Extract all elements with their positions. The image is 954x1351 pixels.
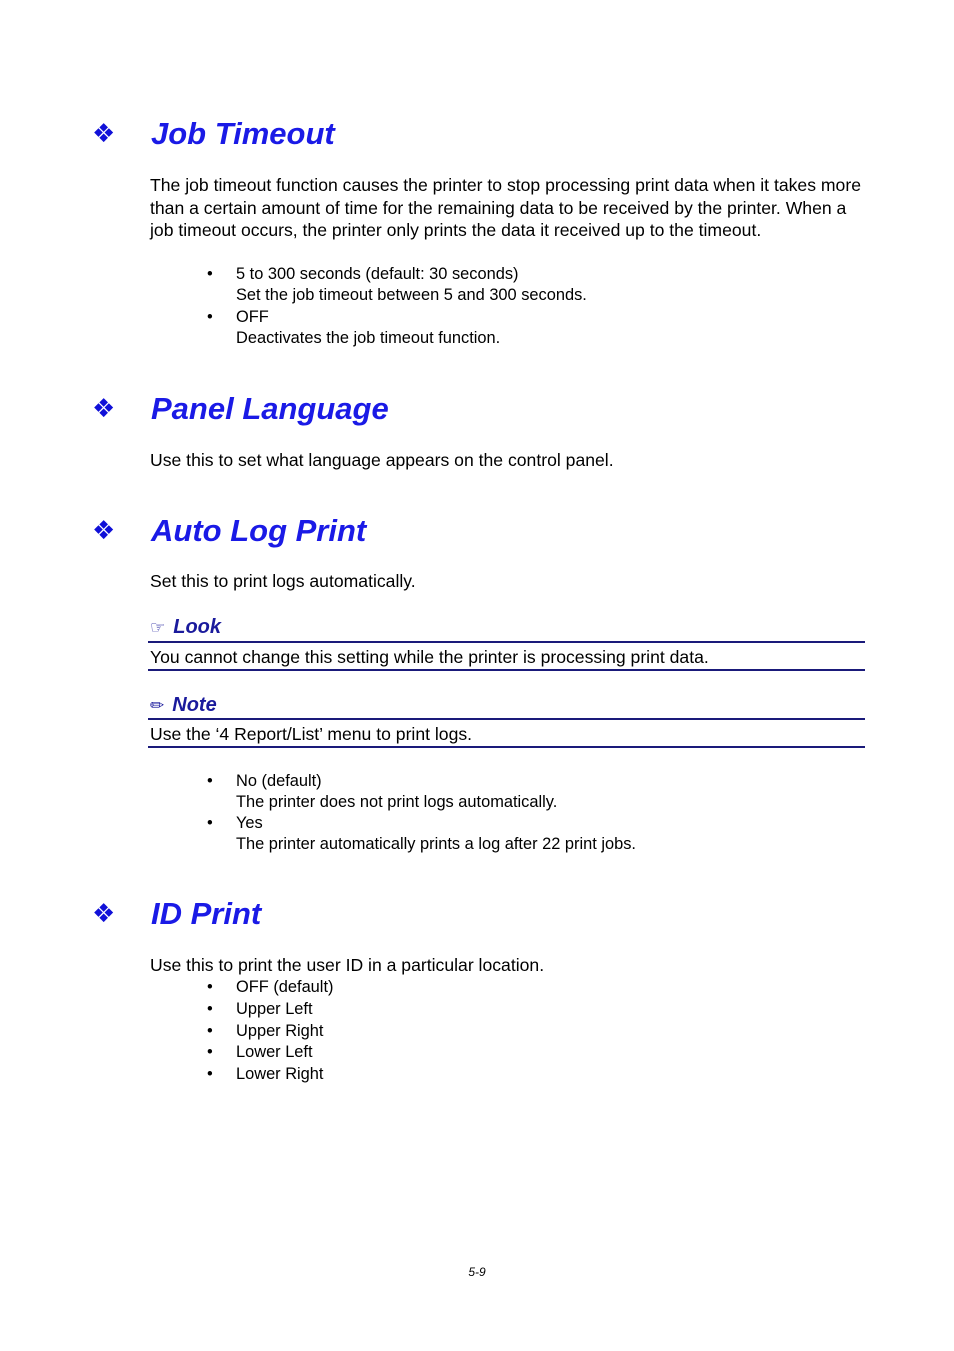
divider — [148, 746, 865, 748]
heading-id-print: ID Print — [151, 896, 262, 931]
heading-job-timeout: Job Timeout — [151, 116, 335, 151]
list-item-label: Yes — [236, 814, 263, 832]
note-callout-heading — [150, 693, 217, 718]
four-diamond-icon: ❖ — [92, 119, 116, 149]
look-title: Look — [173, 616, 222, 638]
pencil-icon: ✏ — [150, 696, 165, 716]
four-diamond-icon: ❖ — [92, 394, 116, 424]
look-text: You cannot change this setting while the printer is processing print data. — [150, 647, 709, 667]
divider — [148, 718, 865, 720]
bullet-icon: • — [207, 772, 213, 790]
four-diamond-icon: ❖ — [92, 516, 116, 546]
pointing-hand-icon: ☞ — [150, 618, 166, 638]
list-item-label: No (default) — [236, 772, 322, 790]
note-text: Use the ‘4 Report/List’ menu to print logs. — [150, 724, 473, 744]
bullet-icon: • — [207, 1065, 213, 1083]
four-diamond-icon: ❖ — [92, 899, 116, 929]
divider — [148, 669, 865, 671]
auto-log-print-paragraph: Set this to print logs automatically. — [150, 571, 416, 591]
note-title: Note — [172, 694, 217, 716]
bullet-icon: • — [207, 814, 213, 832]
list-item-label: Lower Right — [236, 1065, 324, 1083]
list-item-label: Upper Left — [236, 1000, 313, 1018]
id-print-paragraph: Use this to print the user ID in a particular location. — [150, 955, 545, 975]
page-number: 5-9 — [468, 1265, 486, 1279]
divider — [148, 641, 865, 643]
job-timeout-paragraph: The job timeout function causes the printer to stop processing print data when it takes more than a certain amount of time for the remaining data to be received by the printer. When a job timeout occurs, the printer only prints the data it received up to the timeout. — [150, 175, 861, 240]
list-item-label: Upper Right — [236, 1022, 324, 1040]
bullet-icon: • — [207, 1022, 213, 1040]
bullet-icon: • — [207, 1043, 213, 1061]
bullet-icon: • — [207, 265, 213, 283]
heading-panel-language: Panel Language — [151, 391, 389, 426]
list-item-label: 5 to 300 seconds (default: 30 seconds) — [236, 265, 519, 283]
bullet-icon: • — [207, 978, 213, 996]
list-item-label: OFF — [236, 308, 269, 326]
look-callout-heading — [150, 615, 221, 640]
bullet-icon: • — [207, 1000, 213, 1018]
list-item-label: OFF (default) — [236, 978, 334, 996]
bullet-icon: • — [207, 308, 213, 326]
panel-language-paragraph: Use this to set what language appears on the control panel. — [150, 450, 614, 470]
list-item-label: Lower Left — [236, 1043, 313, 1061]
heading-auto-log-print: Auto Log Print — [151, 513, 367, 548]
